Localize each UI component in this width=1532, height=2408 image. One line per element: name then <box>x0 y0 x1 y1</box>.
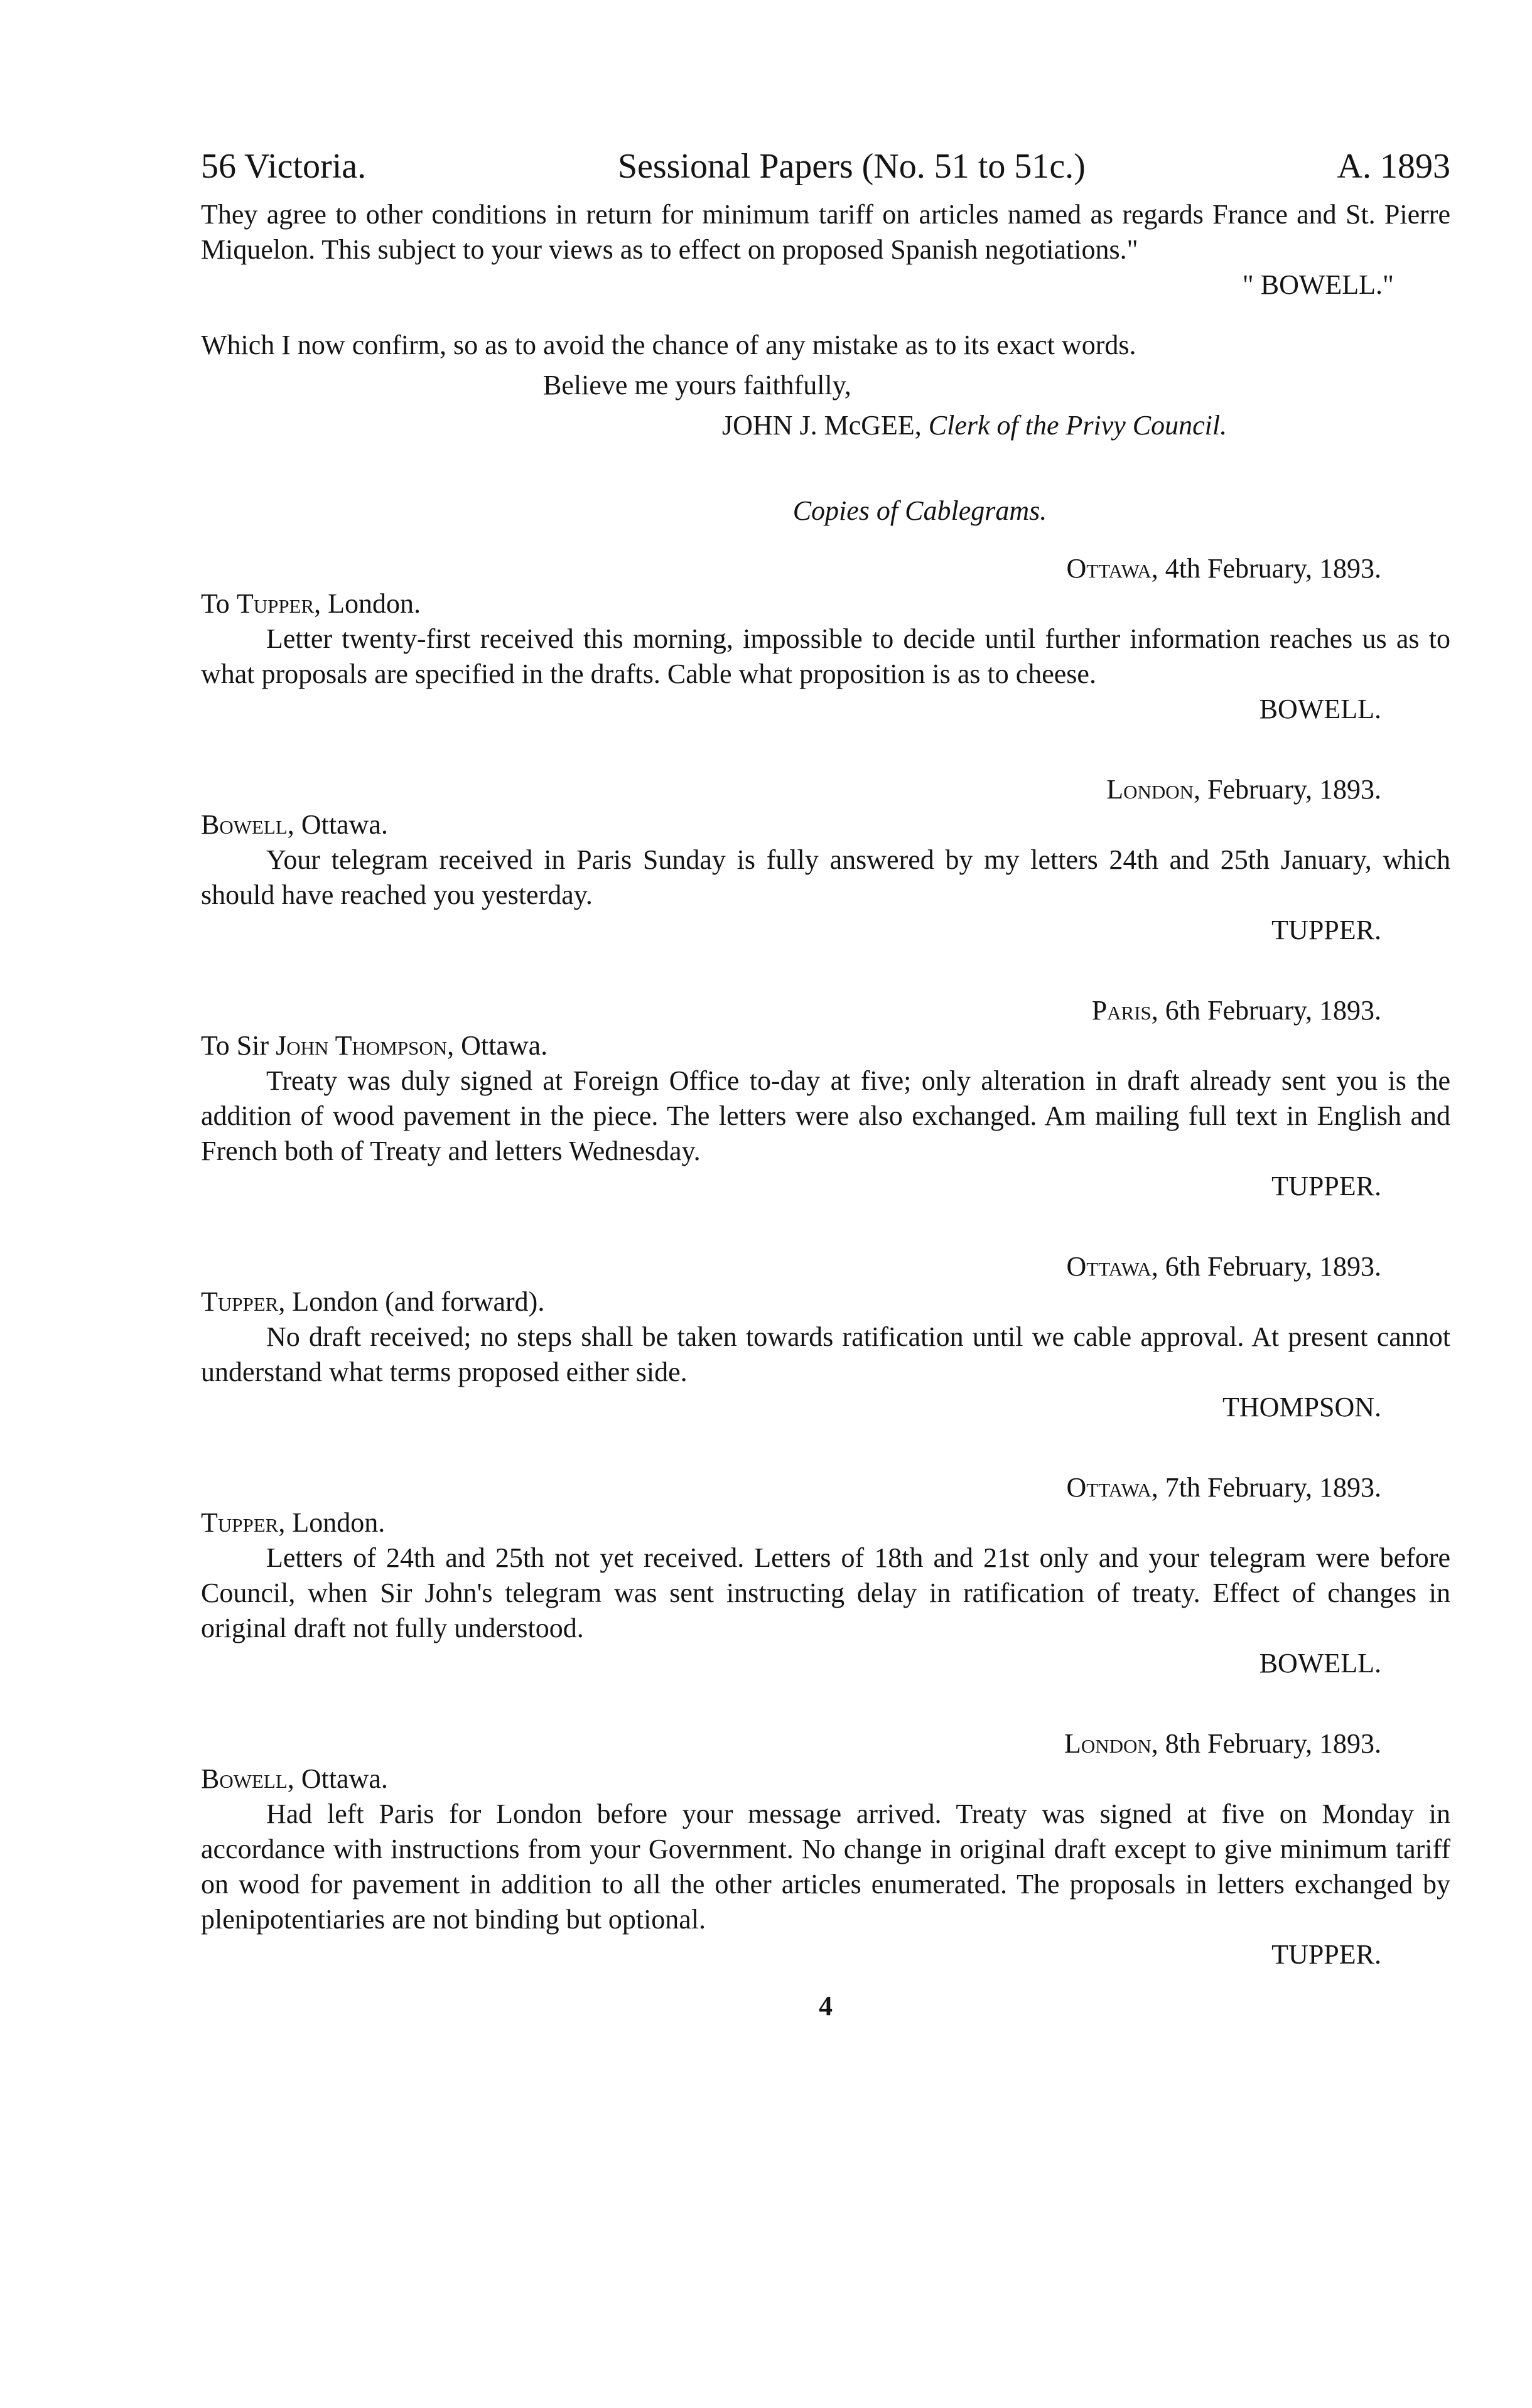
addressee-location: London. <box>328 588 421 619</box>
cable-place: Ottawa, <box>1066 1472 1158 1503</box>
addressee-name: Bowell, <box>201 809 294 840</box>
cable-addressee <box>201 586 1450 621</box>
cable-date: 4th February, 1893. <box>1165 553 1381 584</box>
cable-signature: TUPPER. <box>1271 915 1381 945</box>
intro-signature: " BOWELL." <box>1242 269 1394 300</box>
cable-signature: BOWELL. <box>1259 1648 1381 1679</box>
cable-date: 8th February, 1893. <box>1165 1728 1381 1759</box>
addressee-name: John Thompson, <box>276 1030 455 1061</box>
header-session: 56 Victoria. <box>201 147 367 186</box>
cable-body: Your telegram received in Paris Sunday is fully answered by my letters 24th and 25th January, which should have reached you yesterday. <box>201 844 1450 910</box>
signer-line <box>201 408 1450 443</box>
cable-dateline <box>201 1470 1450 1505</box>
signer-title: Clerk of the Privy Council. <box>928 410 1227 441</box>
cable-addressee <box>201 1761 1450 1797</box>
document-page <box>201 144 1450 2024</box>
addressee-location: Ottawa. <box>461 1030 548 1061</box>
cable-dateline <box>201 1249 1450 1284</box>
header-year: A. 1893 <box>1337 147 1450 186</box>
addressee-location: London. <box>292 1507 386 1538</box>
cable-entry <box>201 551 1450 727</box>
addressee-location: London (and forward). <box>292 1286 545 1317</box>
addressee-prefix: To Sir <box>201 1030 269 1061</box>
cable-entry <box>201 993 1450 1204</box>
cable-place: London, <box>1106 774 1201 805</box>
cable-body: Had left Paris for London before your message arrived. Treaty was signed at five on Monday in accordance with instructions from your Government. No change in original draft except to give minimum tariff on wood for pavement in addition to all the other articles enumerated. The proposals in letters exchanged by plenipotentiaries are not binding but optional. <box>201 1798 1450 1935</box>
cable-dateline <box>201 772 1450 807</box>
cable-place: Paris, <box>1091 995 1158 1026</box>
cable-body: Letters of 24th and 25th not yet received. Letters of 18th and 21st only and your telegram were before Council, when Sir John's telegram was sent instructing delay in ratification of treaty. Effect of changes in original draft not fully understood. <box>201 1542 1450 1643</box>
cable-signature: TUPPER. <box>1271 1939 1381 1970</box>
cable-addressee <box>201 1284 1450 1320</box>
addressee-location: Ottawa. <box>301 1763 388 1794</box>
cable-addressee <box>201 1505 1450 1540</box>
cable-body: Letter twenty-first received this morning, impossible to decide until further information reaches us as to what proposals are specified in the drafts. Cable what proposition is as to cheese. <box>201 623 1450 689</box>
addressee-prefix: To <box>201 588 230 619</box>
header-title: Sessional Papers (No. 51 to 51c.) <box>617 147 1086 186</box>
addressee-location: Ottawa. <box>301 809 388 840</box>
cable-entry <box>201 1249 1450 1425</box>
cable-date: February, 1893. <box>1207 774 1381 805</box>
addressee-name: Tupper, <box>201 1286 286 1317</box>
cable-entry <box>201 772 1450 948</box>
cable-place: Ottawa, <box>1066 1251 1158 1282</box>
addressee-name: Bowell, <box>201 1763 294 1794</box>
cable-body: No draft received; no steps shall be taken towards ratification until we cable approval. At present cannot understand what terms proposed either side. <box>201 1321 1450 1387</box>
cable-place: Ottawa, <box>1066 553 1158 584</box>
cable-signature: BOWELL. <box>1259 694 1381 724</box>
running-header <box>201 144 1450 188</box>
cable-body: Treaty was duly signed at Foreign Office to-day at five; only alteration in draft already sent you is the addition of wood pavement in the piece. The letters were also exchanged. Am mailing full text in English and French both of Treaty and letters Wednesday. <box>201 1065 1450 1166</box>
cable-date: 6th February, 1893. <box>1165 1251 1381 1282</box>
cable-addressee <box>201 1028 1450 1063</box>
page-number: 4 <box>819 1991 833 2021</box>
intro-paragraph: They agree to other conditions in return for minimum tariff on articles named as regards France and St. Pierre Miquelon. This subject to your views as to effect on proposed Spanish negotiations." <box>201 199 1450 265</box>
cable-date: 6th February, 1893. <box>1165 995 1381 1026</box>
cable-addressee <box>201 807 1450 842</box>
section-title: Copies of Cablegrams. <box>792 495 1047 526</box>
cable-dateline <box>201 1726 1450 1761</box>
addressee-name: Tupper, <box>201 1507 286 1538</box>
addressee-name: Tupper, <box>236 588 321 619</box>
signer-name: JOHN J. McGEE, <box>722 410 922 441</box>
cable-entry <box>201 1726 1450 1972</box>
cable-signature: THOMPSON. <box>1222 1392 1381 1422</box>
cable-signature: TUPPER. <box>1271 1171 1381 1201</box>
cable-entry <box>201 1470 1450 1681</box>
confirm-paragraph: Which I now confirm, so as to avoid the chance of any mistake as to its exact words. <box>201 330 1136 360</box>
cable-dateline <box>201 993 1450 1028</box>
cable-date: 7th February, 1893. <box>1165 1472 1381 1503</box>
cable-place: London, <box>1064 1728 1158 1759</box>
closing-line: Believe me yours faithfully, <box>543 370 851 400</box>
cable-dateline <box>201 551 1450 586</box>
